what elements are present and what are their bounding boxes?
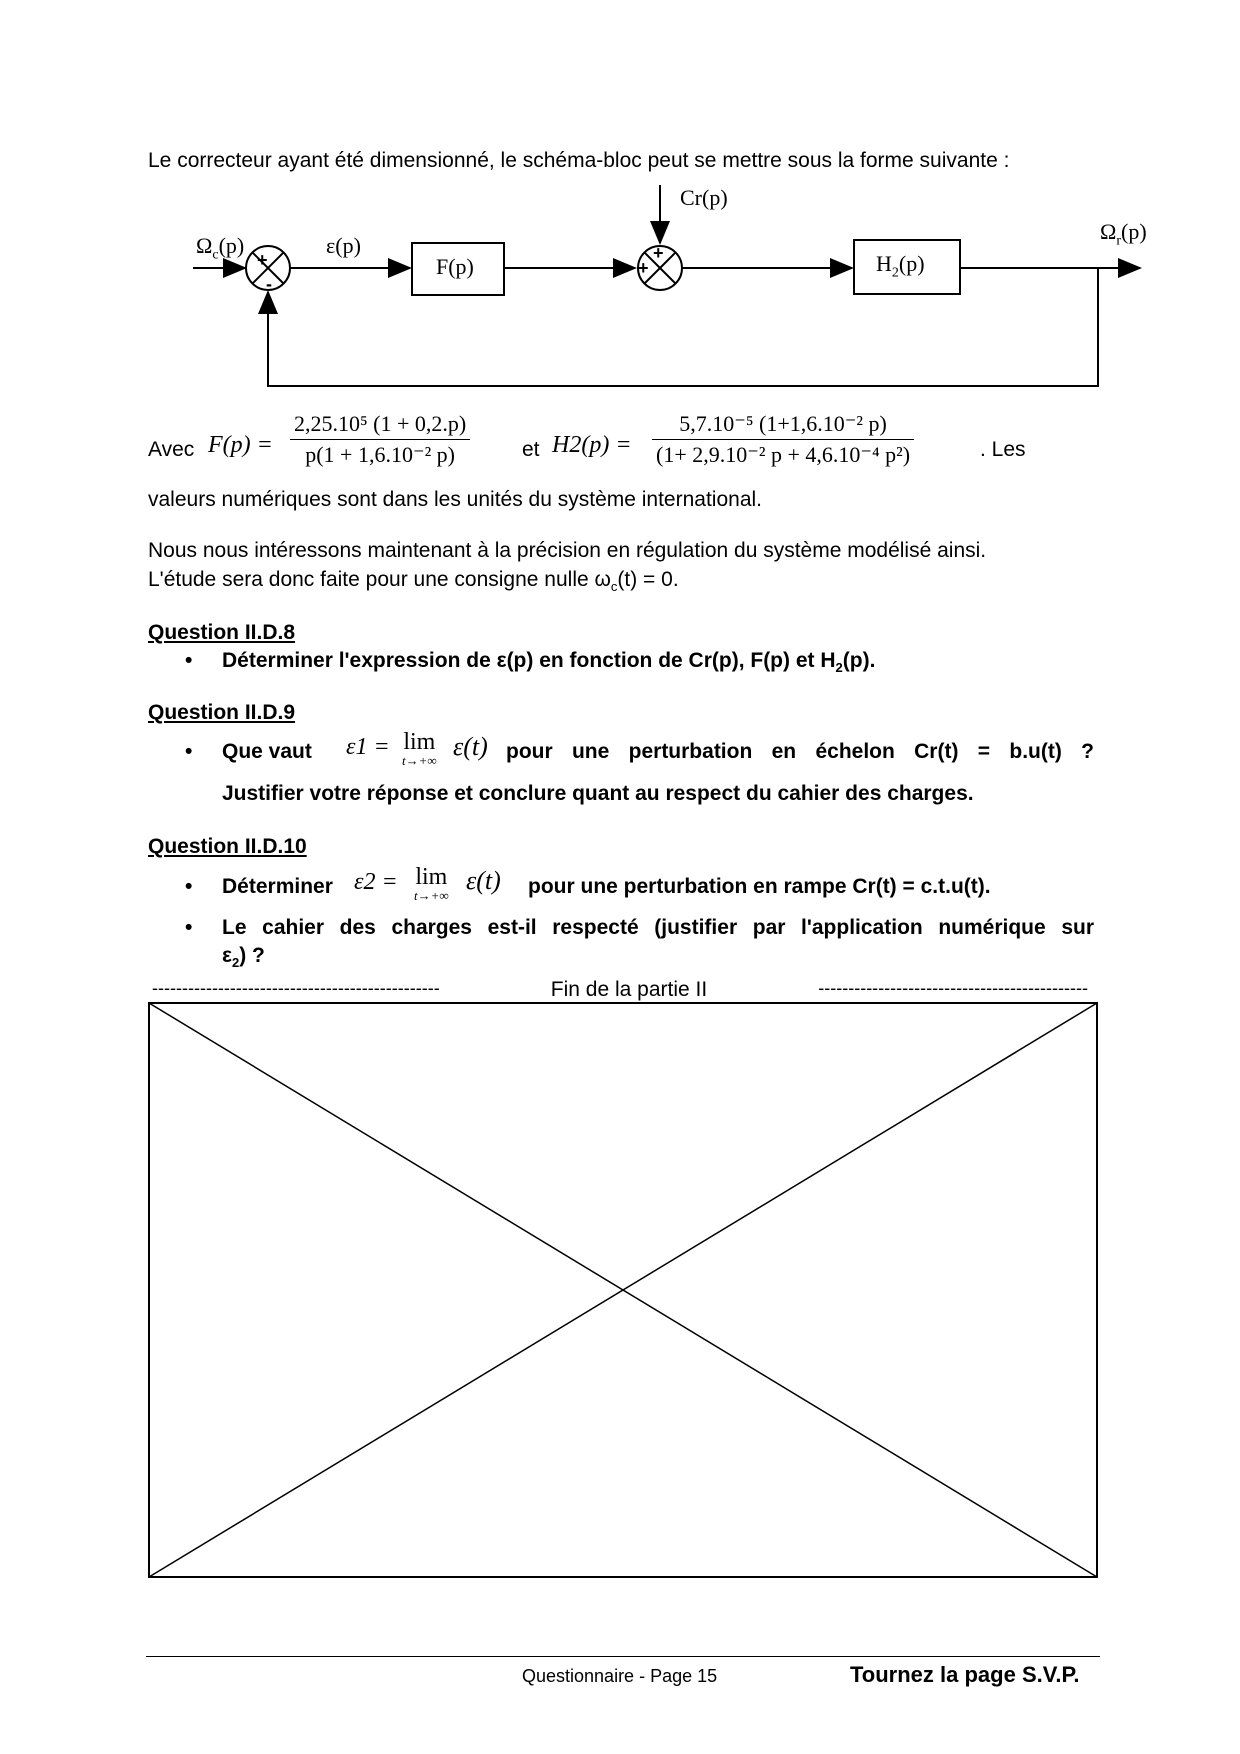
crossed-out-box (148, 1002, 1098, 1578)
question-8-title: Question II.D.8 (148, 621, 296, 644)
q9-que-vaut: Que vaut (222, 740, 312, 763)
F-fraction (290, 411, 470, 468)
q10-bullet2-line1: Le cahier des charges est-il respecté (justifier par l'application numérique sur (222, 916, 1094, 939)
q10-eps2: ε2 = (354, 869, 398, 895)
q9-rest: pour une perturbation en échelon Cr(t) = b.u(t) ? (506, 740, 1094, 763)
et-label: et (522, 438, 540, 461)
sum1-minus: - (266, 274, 272, 294)
output-label: $\Omega_r(p)$ (1100, 219, 1147, 249)
footer-turn-page: Tournez la page S.V.P. (850, 1662, 1080, 1687)
question-9-title: Question II.D.9 (148, 701, 296, 724)
footer-rule (146, 1656, 1100, 1657)
separator-label: Fin de la partie II (550, 978, 708, 1001)
q10-bullet-2: • (185, 916, 193, 939)
end-of-part-separator (152, 978, 1088, 1002)
intro-text: Le correcteur ayant été dimensionné, le schéma-bloc peut se mettre sous la forme suivante : (148, 149, 1010, 172)
q10-bullet-1: • (185, 875, 193, 898)
H-lhs: H2(p) = (552, 432, 632, 458)
H-numerator: 5,7.10⁻⁵ (1+1,6.10⁻² p) (652, 411, 914, 440)
avec-label: Avec (148, 438, 195, 461)
disturbance-label: Cr(p) (680, 185, 728, 210)
input-label: $\Omega_c(p)$ (196, 233, 245, 263)
separator-right-dashes: --------------------------------------------- (818, 978, 1088, 998)
F-numerator: 2,25.10⁵ (1 + 0,2.p) (290, 411, 470, 440)
footer-page: Questionnaire - Page 15 (522, 1666, 718, 1686)
question-10-title: Question II.D.10 (148, 835, 307, 858)
q8-bullet: • (185, 649, 193, 672)
q9-eps-t: ε(t) (453, 732, 488, 761)
q9-line2: Justifier votre réponse et conclure quant au respect du cahier des charges. (222, 782, 974, 805)
units-text: valeurs numériques sont dans les unités du système international. (148, 488, 763, 511)
sum2-plus-left: + (638, 258, 649, 278)
q10-limit: lim t→+∞ (414, 864, 449, 903)
q8-text: Déterminer l'expression de ε(p) en fonction de Cr(p), F(p) et $H_2(p)$. (222, 649, 876, 676)
q9-limit: lim t→+∞ (402, 729, 437, 768)
precision-line-1: Nous nous intéressons maintenant à la précision en régulation du système modélisé ainsi. (148, 539, 987, 562)
q9-bullet: • (185, 740, 193, 763)
H-denominator: (1+ 2,9.10⁻² p + 4,6.10⁻⁴ p²) (656, 442, 911, 467)
block-H2-label: $H_2(p)$ (876, 251, 925, 281)
block-F-label: F(p) (436, 254, 474, 279)
F-denominator: p(1 + 1,6.10⁻² p) (305, 442, 455, 467)
q10-rest: pour une perturbation en rampe Cr(t) = c.t.u(t). (528, 875, 991, 898)
block-diagram (0, 0, 1240, 400)
q10-bullet2-line2: $\varepsilon_2$) ? (222, 944, 265, 971)
H-fraction (652, 411, 914, 468)
q10-eps-t: ε(t) (466, 866, 501, 895)
les-label: . Les (980, 438, 1026, 461)
F-lhs: F(p) = (208, 432, 273, 458)
block-diagram-lines (0, 0, 1240, 400)
error-label: ε(p) (326, 233, 361, 258)
feedback-line (268, 268, 1098, 386)
sum1-plus: + (257, 250, 268, 270)
q10-determiner: Déterminer (222, 875, 333, 898)
q9-eps1: ε1 = (346, 734, 390, 760)
sum2-plus-top: + (653, 243, 664, 263)
precision-line-2: L'étude sera donc faite pour une consigne nulle $\omega_c(t) = 0$. (148, 568, 679, 595)
separator-left-dashes: ------------------------------------------------ (152, 978, 440, 998)
